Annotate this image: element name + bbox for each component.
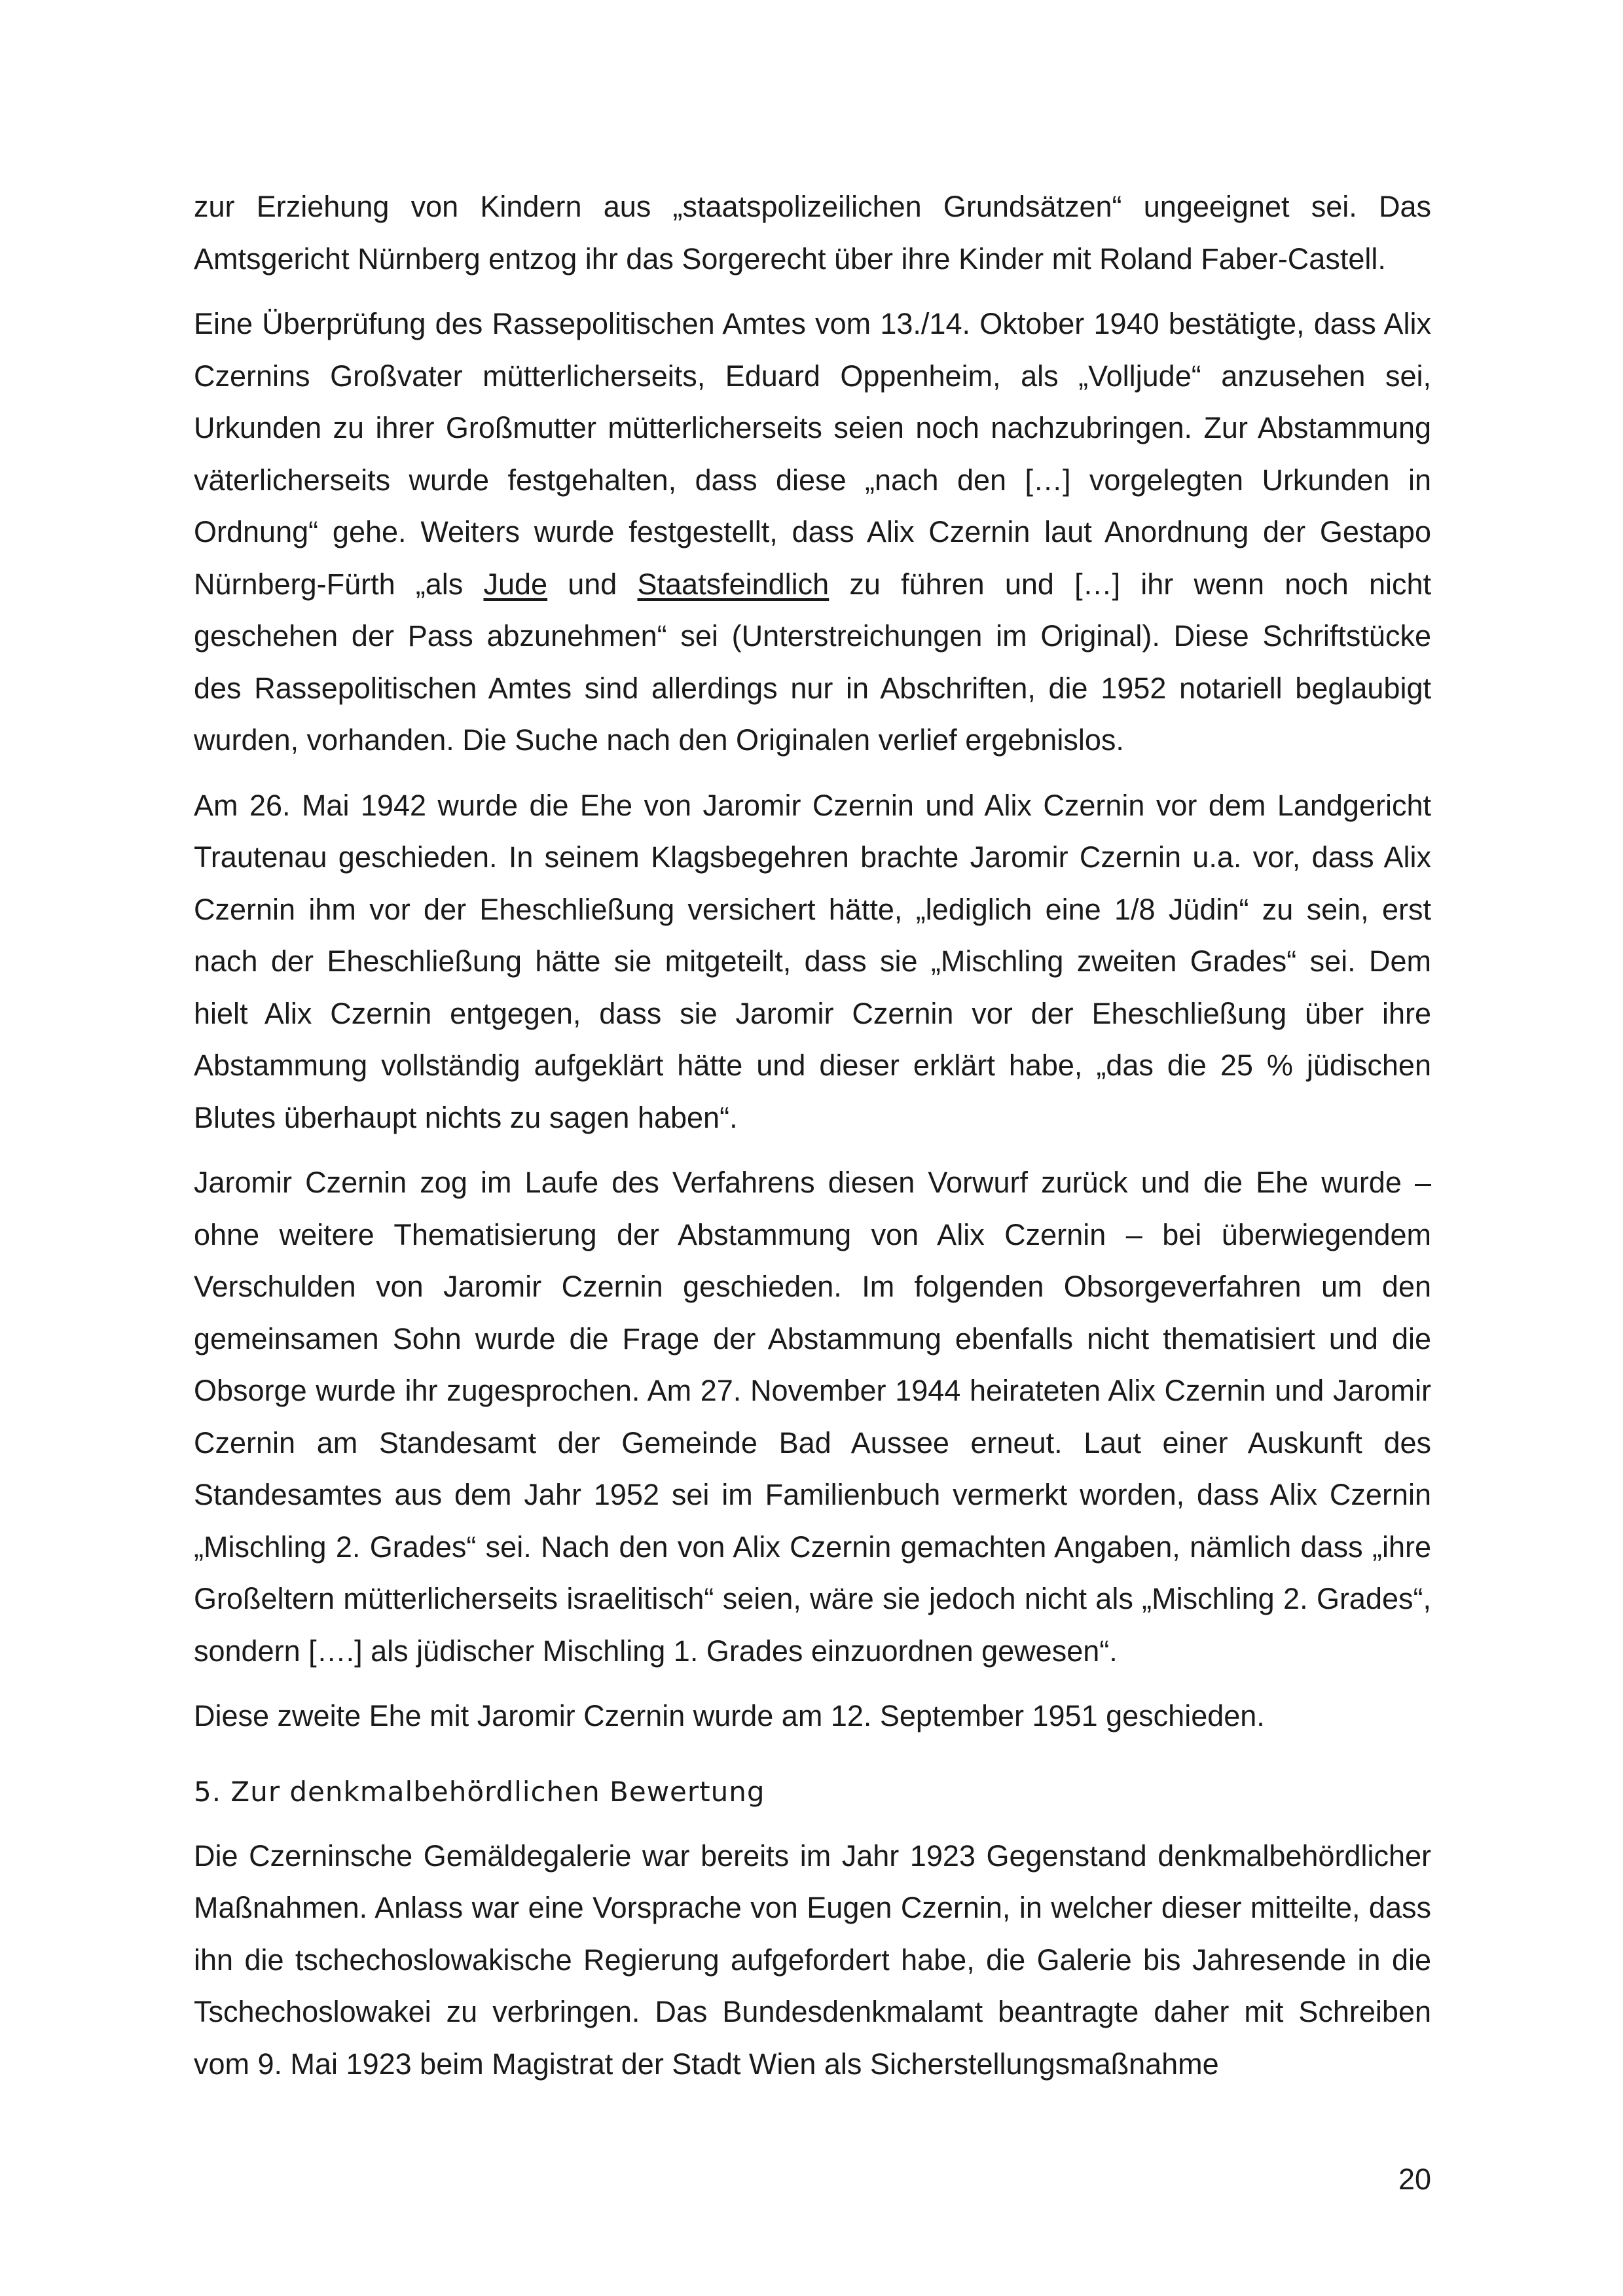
paragraph-divorce-1951: Diese zweite Ehe mit Jaromir Czernin wurde am 12. September 1951 geschieden. (194, 1699, 1265, 1732)
paragraph-custody: zur Erziehung von Kindern aus „staatspolizeilichen Grundsätzen“ ungeeignet sei. Das Amtsgericht Nürnberg entzog ihr das Sorgerecht über ihre Kinder mit Roland Faber-Castell. (194, 190, 1431, 276)
document-body (194, 181, 1431, 2103)
paragraph-racial-review (194, 298, 1431, 766)
page-number: 20 (1398, 2162, 1431, 2196)
paragraph-text-segment: zu führen und […] ihr wenn noch nicht geschehen der Pass abzunehmen“ sei (Unterstreichungen im Original). Diese Schriftstücke des Rassepolitischen Amtes sind allerdings nur in Abschriften, die 1952 notariell beglaubigt wurden, vorhanden. Die Suche nach den Originalen verlief ergebnislos. (194, 567, 1432, 757)
paragraph-remarriage: Jaromir Czernin zog im Laufe des Verfahrens diesen Vorwurf zurück und die Ehe wurde – ohne weitere Thematisierung der Abstammung von Alix Czernin – bei überwiegendem Verschulden von Jaromir Czernin geschieden. Im folgenden Obsorgeverfahren um den gemeinsamen Sohn wurde die Frage der Abstammung ebenfalls nicht thematisiert und die Obsorge wurde ihr zugesprochen. Am 27. November 1944 heirateten Alix Czernin und Jaromir Czernin am Standesamt der Gemeinde Bad Aussee erneut. Laut einer Auskunft des Standesamtes aus dem Jahr 1952 sei im Familienbuch vermerkt worden, dass Alix Czernin „Mischling 2. Grades“ sei. Nach den von Alix Czernin gemachten Angaben, nämlich dass „ihre Großeltern mütterlicherseits israelitisch“ seien, wäre sie jedoch nicht als „Mischling 2. Grades“, sondern [….] als jüdischer Mischling 1. Grades einzuordnen gewesen“. (194, 1166, 1431, 1668)
paragraph-text-segment: und (547, 567, 638, 601)
paragraph-monument-assessment: Die Czerninsche Gemäldegalerie war bereits im Jahr 1923 Gegenstand denkmalbehördlicher Maßnahmen. Anlass war eine Vorsprache von Eugen Czernin, in welcher dieser mitteilte, dass ihn die tschechoslowakische Regierung aufgefordert habe, die Galerie bis Jahresende in die Tschechoslowakei zu verbringen. Das Bundesdenkmalamt beantragte daher mit Schreiben vom 9. Mai 1923 beim Magistrat der Stadt Wien als Sicherstellungsmaßnahme (194, 1839, 1431, 2081)
underlined-term-staatsfeindlich: Staatsfeindlich (637, 567, 830, 601)
section-heading: 5. Zur denkmalbehördlichen Bewertung (194, 1775, 765, 1808)
paragraph-divorce-1942: Am 26. Mai 1942 wurde die Ehe von Jaromir Czernin und Alix Czernin vor dem Landgericht Trautenau geschieden. In seinem Klagsbegehren brachte Jaromir Czernin u.a. vor, dass Alix Czernin ihm vor der Eheschließung versichert hätte, „lediglich eine 1/8 Jüdin“ zu sein, erst nach der Eheschließung hätte sie mitgeteilt, dass sie „Mischling zweiten Grades“ sei. Dem hielt Alix Czernin entgegen, dass sie Jaromir Czernin vor der Eheschließung über ihre Abstammung vollständig aufgeklärt hätte und dieser erklärt habe, „das die 25 % jüdischen Blutes überhaupt nichts zu sagen haben“. (194, 788, 1431, 1134)
underlined-term-jude: Jude (483, 567, 548, 601)
paragraph-text-segment: Eine Überprüfung des Rassepolitischen Amtes vom 13./14. Oktober 1940 bestätigte, dass Alix Czernins Großvater mütterlicherseits, Eduard Oppenheim, als „Volljude“ anzusehen sei, Urkunden zu ihrer Großmutter mütterlicherseits seien noch nachzubringen. Zur Abstammung väterlicherseits wurde festgehalten, dass diese „nach den […] vorgelegten Urkunden in Ordnung“ gehe. Weiters wurde festgestellt, dass Alix Czernin laut Anordnung der Gestapo Nürnberg-Fürth „als (194, 307, 1431, 601)
